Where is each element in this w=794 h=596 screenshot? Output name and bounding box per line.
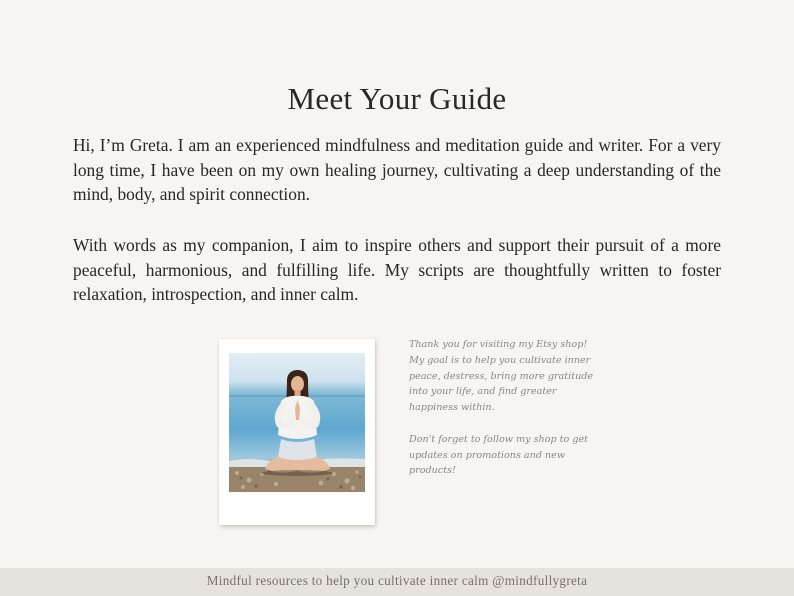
- footer-band: [0, 568, 794, 596]
- footer-tagline: Mindful resources to help you cultivate inner calm @mindfullygreta: [206, 573, 588, 588]
- polaroid-photo-frame: [219, 339, 375, 525]
- follow-shop-message: Don't forget to follow my shop to get updates on promotions and new products!: [409, 433, 588, 477]
- guide-photo: [229, 353, 365, 492]
- mission-paragraph: With words as my companion, I aim to inspire others and support their pursuit of a more peaceful, harmonious, and fulfilling life. My scripts are thoughtfully written to foster relaxation, introspection, and inner calm.: [73, 235, 721, 304]
- thank-you-message: Thank you for visiting my Etsy shop! My goal is to help you cultivate inner peace, destress, bring more gratitude into your life, and find greater happiness within.: [409, 339, 594, 414]
- welcome-note: [409, 337, 599, 479]
- page-title: Meet Your Guide: [287, 80, 507, 116]
- intro-paragraph: Hi, I’m Greta. I am an experienced mindfulness and meditation guide and writer. For a very long time, I have been on my own healing journey, cultivating a deep understanding of the mind, body, and spirit connection.: [73, 135, 721, 204]
